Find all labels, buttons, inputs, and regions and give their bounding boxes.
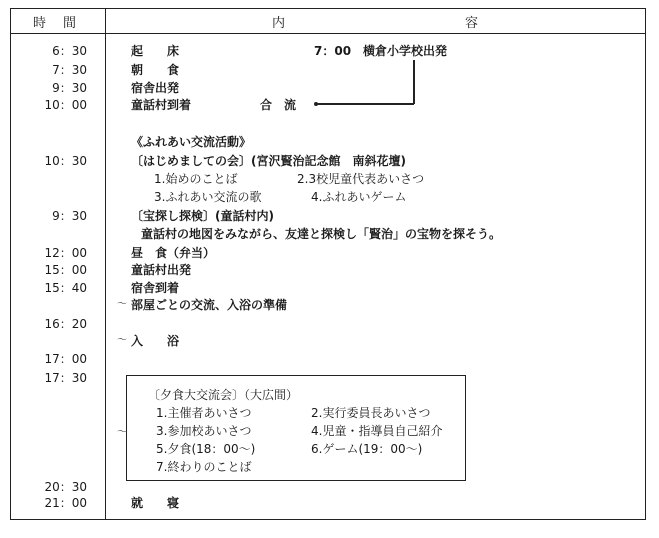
box-title: 〔夕食大交流会〕（大広間） (148, 388, 299, 402)
activity-text: 合 流 (260, 98, 297, 112)
time-cell: 7：30 (52, 63, 87, 77)
activity-text: 童話村到着 (131, 98, 192, 112)
activity-text: 宿舎到着 (131, 281, 180, 295)
time-cell: 20：30 (44, 480, 87, 494)
tilde-mark: 〜 (117, 335, 127, 346)
column-divider (105, 8, 106, 520)
time-cell: 16：20 (44, 317, 87, 331)
box-item: 4.児童・指導員自己紹介 (311, 424, 443, 438)
activity-text: 就 寝 (131, 496, 180, 510)
header-content-right: 容 (465, 16, 481, 31)
box-item: 3.参加校あいさつ (156, 424, 252, 438)
time-cell: 9：30 (52, 209, 87, 223)
time-cell: 15：40 (44, 281, 87, 295)
activity-item: 3.ふれあい交流の歌 (154, 190, 262, 204)
section-title: 《ふれあい交流活動》 (131, 135, 252, 149)
header-time: 時 間 (33, 16, 79, 31)
connector-line (317, 103, 414, 105)
connector-dot (314, 102, 318, 106)
activity-text: 童話村出発 (131, 263, 192, 277)
activity-text: 入 浴 (131, 334, 180, 348)
box-item: 7.終わりのことば (156, 460, 252, 474)
time-cell: 17：30 (44, 371, 87, 385)
box-item: 2.実行委員長あいさつ (311, 406, 431, 420)
activity-text: 7：00 横倉小学校出発 (314, 44, 448, 58)
activity-text: 〔はじめましての会〕(宮沢賢治記念館 南斜花壇) (131, 154, 406, 168)
activity-text: 童話村の地図をみながら、友達と探検し「賢治」の宝物を探そう。 (141, 227, 502, 241)
box-item: 6.ゲーム(19：00〜) (311, 442, 423, 456)
activity-text: 昼 食（弁当） (131, 246, 216, 260)
connector-line (413, 60, 415, 104)
box-item: 5.夕食(18：00〜) (156, 442, 256, 456)
time-cell: 12：00 (44, 246, 87, 260)
activity-text: 朝 食 (131, 63, 180, 77)
tilde-mark: 〜 (117, 299, 127, 310)
header-content-left: 内 (272, 16, 288, 31)
activity-text: 〔宝探し探検〕(童話村内) (131, 209, 274, 223)
time-cell: 10：00 (44, 98, 87, 112)
box-item: 1.主催者あいさつ (156, 406, 252, 420)
tilde-mark: 〜 (117, 427, 127, 438)
activity-item: 4.ふれあいゲーム (311, 190, 407, 204)
activity-item: 1.始めのことば (154, 172, 238, 186)
time-cell: 21：00 (44, 496, 87, 510)
activity-item: 2.3校児童代表あいさつ (297, 172, 425, 186)
activity-text: 宿舎出発 (131, 81, 180, 95)
activity-text: 部屋ごとの交流、入浴の準備 (131, 298, 288, 312)
time-cell: 17：00 (44, 352, 87, 366)
time-cell: 10：30 (44, 154, 87, 168)
activity-text: 起 床 (131, 44, 180, 58)
time-cell: 6：30 (52, 44, 87, 58)
time-cell: 15：00 (44, 263, 87, 277)
time-cell: 9：30 (52, 81, 87, 95)
